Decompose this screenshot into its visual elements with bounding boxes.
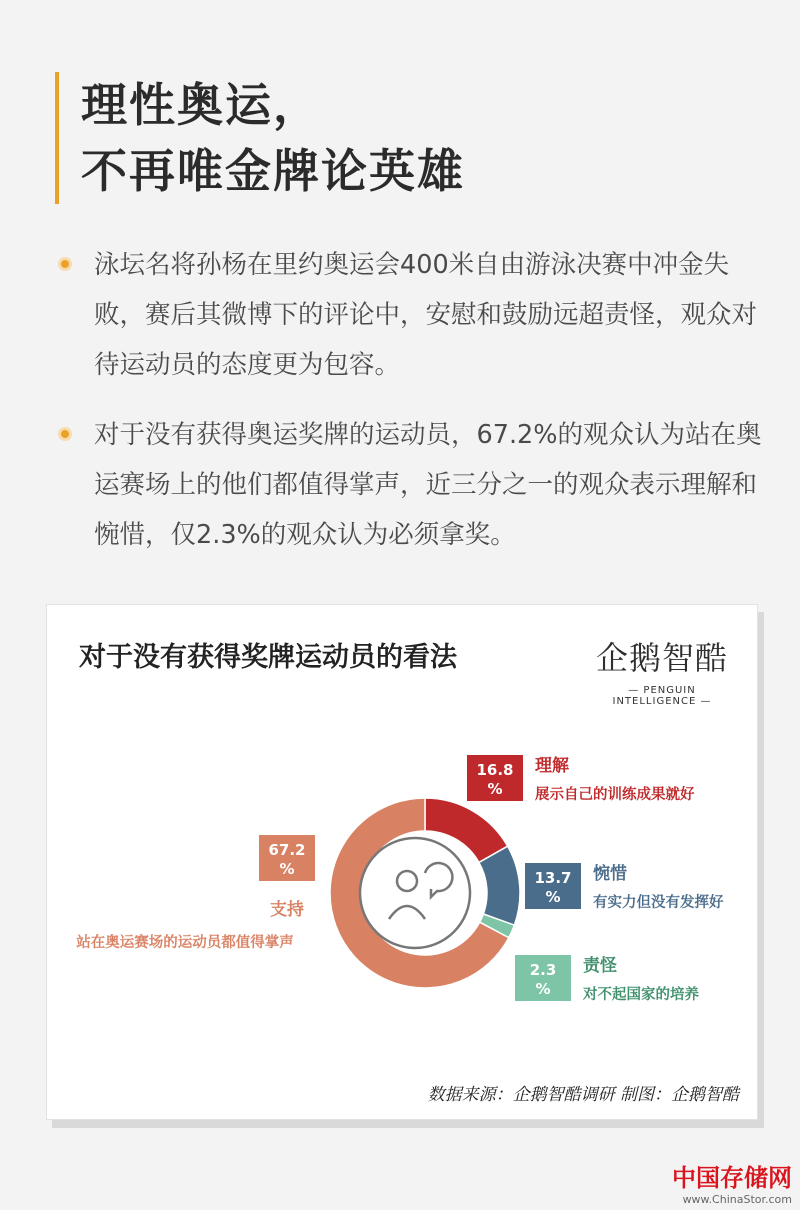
page-title-line1: 理性奥运， <box>81 78 321 132</box>
bullet-list <box>58 240 768 580</box>
bullet-dot-icon <box>58 427 72 441</box>
slice-name-3: 支持 <box>270 900 304 920</box>
source-note: 数据来源：企鹅智酷调研 制图：企鹅智酷 <box>427 1085 739 1105</box>
value-unit-3: % <box>279 860 295 878</box>
bullet-item <box>58 240 768 390</box>
slice-desc-2: 对不起国家的培养 <box>583 987 699 1003</box>
value-label-0: 16.8 <box>476 761 514 779</box>
value-unit-0: % <box>487 780 503 798</box>
bullet-text: 泳坛名将孙杨在里约奥运会400米自由游泳决赛中冲金失败，赛后其微博下的评论中，安慰和鼓励远超责怪，观众对待运动员的态度更为包容。 <box>94 250 758 380</box>
bullet-text: 对于没有获得奥运奖牌的运动员，67.2%的观众认为站在奥运赛场上的他们都值得掌声，近三分之一的观众表示理解和惋惜，仅2.3%的观众认为必须拿奖。 <box>94 420 762 550</box>
value-unit-2: % <box>535 980 551 998</box>
slice-name-2: 责怪 <box>583 956 617 976</box>
title-block <box>55 72 465 204</box>
donut-chart <box>47 605 757 1119</box>
value-label-2: 2.3 <box>529 961 557 979</box>
slice-name-0: 理解 <box>535 756 569 776</box>
chart-title: 对于没有获得奖牌运动员的看法 <box>79 642 457 673</box>
page-title-line2: 不再唯金牌论英雄 <box>81 144 465 198</box>
slice-desc-0: 展示自己的训练成果就好 <box>535 787 695 803</box>
logo-text: 企鹅智酷 <box>595 639 728 677</box>
bullet-dot-icon <box>58 257 72 271</box>
people-chat-icon <box>360 838 470 948</box>
value-unit-1: % <box>545 888 561 906</box>
value-label-1: 13.7 <box>534 869 572 887</box>
watermark-url: www.ChinaStor.com <box>682 1193 792 1206</box>
chart-card <box>46 604 758 1120</box>
watermark-title: 中国存储网 <box>672 1164 792 1192</box>
slice-name-1: 惋惜 <box>593 864 627 884</box>
slice-desc-1: 有实力但没有发挥好 <box>593 895 724 911</box>
bullet-item <box>58 410 768 560</box>
slice-desc-3: 站在奥运赛场的运动员都值得掌声 <box>76 935 294 951</box>
logo-subtitle: — PENGUIN INTELLIGENCE — <box>612 685 712 707</box>
site-watermark <box>672 1158 792 1206</box>
value-label-3: 67.2 <box>268 841 306 859</box>
